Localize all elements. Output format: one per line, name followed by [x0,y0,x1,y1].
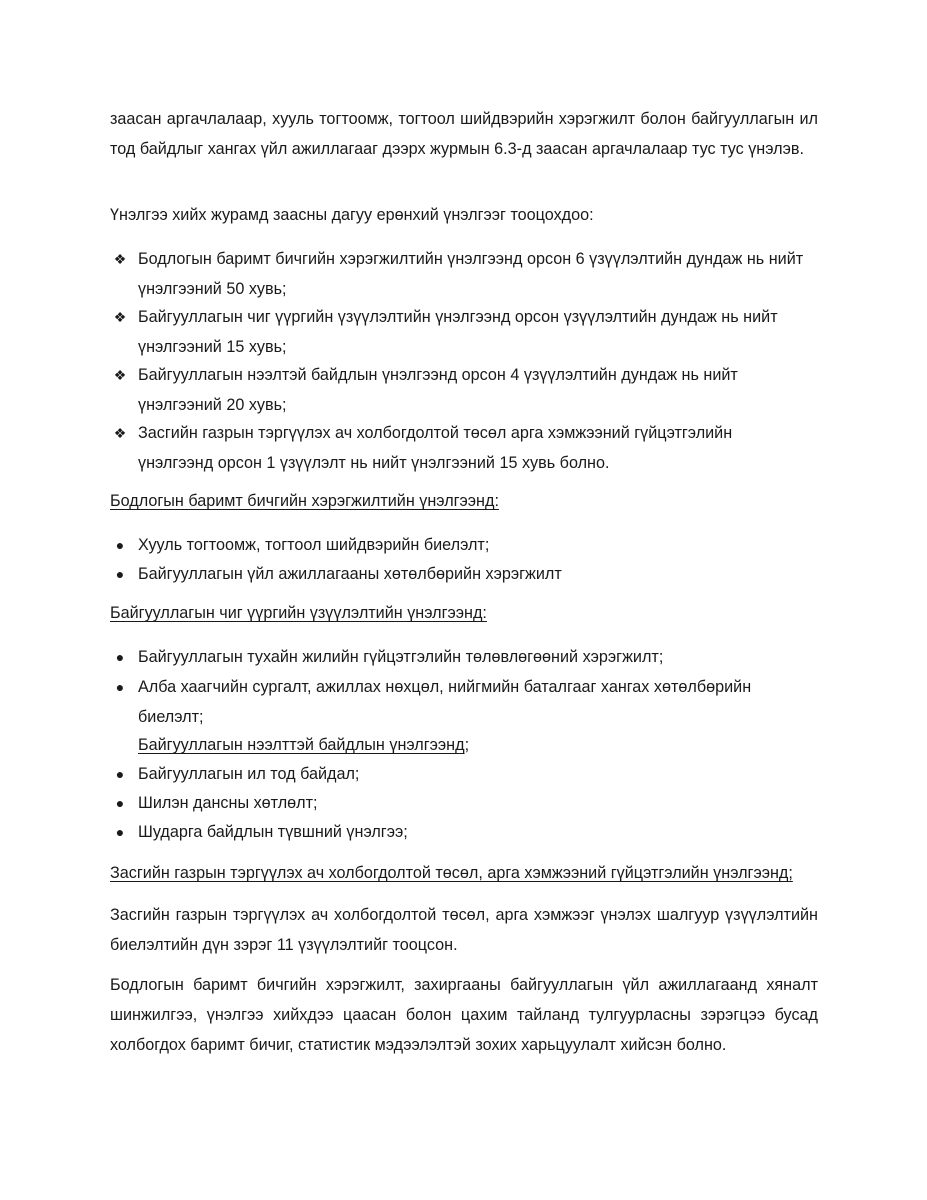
section-heading-policy: Бодлогын баримт бичгийн хэрэгжилтийн үнэлгээнд: [110,492,499,510]
bullet-dot-icon: ● [115,537,125,553]
intro-paragraph: заасан аргачлалаар, хууль тогтоомж, тогтоол шийдвэрийн хэрэгжилт болон байгууллагын ил тод байдлыг хангах үйл ажиллагааг дээрх журмын 6.3-д заасан аргачлалаар тус тус үнэлэв. [110,110,818,158]
bullet-dot-icon: ● [115,649,125,665]
diamond-bullet-icon: ❖ [113,425,127,441]
intro-lead-paragraph: Үнэлгээ хийх журамд заасны дагуу ерөнхий үнэлгээг тооцохдоо: [110,206,594,224]
section-heading-priority: Засгийн газрын тэргүүлэх ач холбогдолтой төсөл, арга хэмжээний гүйцэтгэлийн үнэлгээнд; [110,864,793,882]
bullet-dot-icon: ● [115,795,125,811]
conclusion-paragraph: Бодлогын баримт бичгийн хэрэгжилт, захиргааны байгууллагын үйл ажиллагаанд хяналт шинжилгээ, үнэлгээ хийхдээ цаасан болон цахим тайланд тулгуурласны зэрэгцээ бусад холбогдох баримт бичиг, статистик мэдээлэлтэй зохих харьцуулалт хийсэн болно. [110,976,818,1054]
diamond-bullet-icon: ❖ [113,309,127,325]
diamond-bullet-icon: ❖ [113,251,127,267]
bullet-dot-icon: ● [115,766,125,782]
diamond-bullet-icon: ❖ [113,367,127,383]
priority-paragraph: Засгийн газрын тэргүүлэх ач холбогдолтой төсөл, арга хэмжээг үнэлэх шалгуур үзүүлэлтийн биелэлтийн дүн зэрэг 11 үзүүлэлтийг тооцсон. [110,906,818,954]
section-heading-openness: Байгууллагын нээлттэй байдлын үнэлгээнд; [138,736,470,754]
section-heading-function: Байгууллагын чиг үүргийн үзүүлэлтийн үнэлгээнд: [110,604,487,622]
bullet-dot-icon: ● [115,679,125,695]
bullet-dot-icon: ● [115,824,125,840]
bullet-dot-icon: ● [115,566,125,582]
